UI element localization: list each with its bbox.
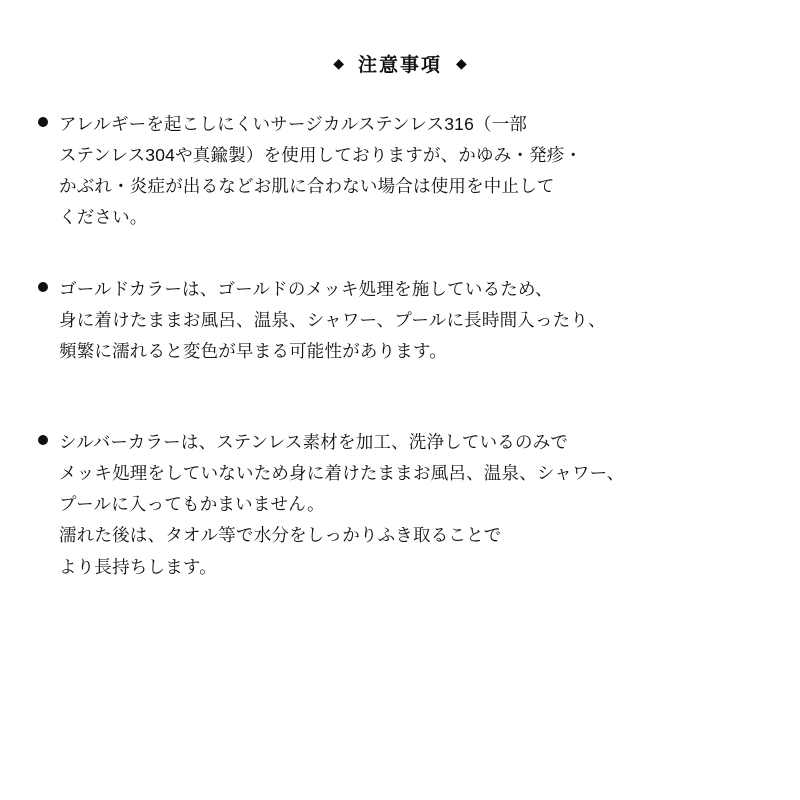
list-item [38, 274, 760, 367]
list-item-body [59, 274, 760, 367]
list-item [38, 109, 760, 234]
list-item-line: メッキ処理をしていないため身に着けたままお風呂、温泉、シャワー、 [59, 463, 625, 484]
page-title-row [0, 50, 800, 77]
list-item-line: 頻繁に濡れると変色が早まる可能性があります。 [59, 340, 447, 361]
diamond-left-icon: ◆ [333, 54, 344, 71]
list-item-line: ください。 [59, 207, 148, 228]
page-title: 注意事項 [357, 55, 442, 76]
bullet-icon [38, 117, 48, 127]
bullet-icon [38, 282, 48, 292]
list-item-line: 身に着けたままお風呂、温泉、シャワー、プールに長時間入ったり、 [59, 309, 606, 330]
list-item-line: シルバーカラーは、ステンレス素材を加工、洗浄しているのみで [59, 431, 569, 452]
list-item-line: かぶれ・炎症が出るなどお肌に合わない場合は使用を中止して [59, 176, 555, 197]
list-item-line: より長持ちします。 [59, 556, 217, 577]
bullet-icon [38, 435, 48, 445]
list-item-line: ゴールドカラーは、ゴールドのメッキ処理を施しているため、 [59, 278, 553, 299]
list-item-line: アレルギーを起こしにくいサージカルステンレス316（一部 [59, 114, 528, 134]
list-item-line: ステンレス304や真鍮製）を使用しておりますが、かゆみ・発疹・ [59, 145, 583, 166]
list-item-line: 濡れた後は、タオル等で水分をしっかりふき取ることで [59, 525, 502, 546]
list-item-body [59, 427, 760, 583]
notice-list [0, 109, 800, 583]
diamond-right-icon: ◆ [456, 54, 467, 71]
list-item-line: プールに入ってもかまいません。 [59, 494, 325, 515]
list-item [38, 427, 760, 583]
list-item-body [59, 109, 760, 234]
